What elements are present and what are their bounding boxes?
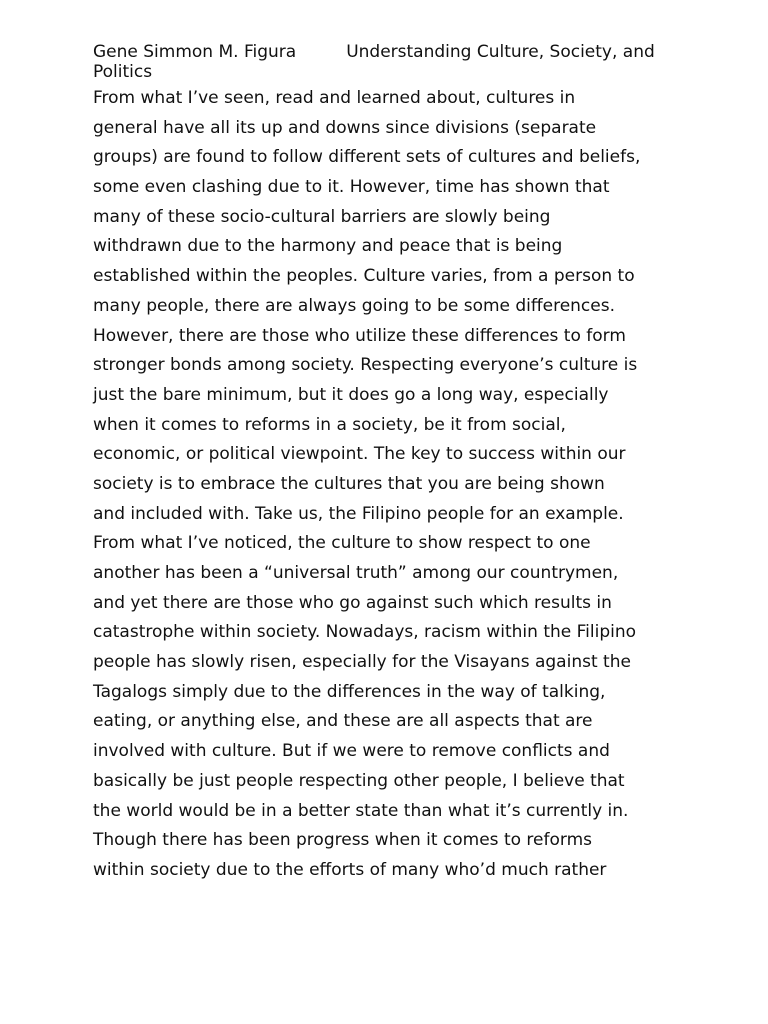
essay-line: Tagalogs simply due to the differences in the way of talking, <box>93 681 606 702</box>
essay-line: and yet there are those who go against such which results in <box>93 592 612 613</box>
page-header <box>93 42 703 82</box>
essay-line: groups) are found to follow different sets of cultures and beliefs, <box>93 147 641 168</box>
essay-line: catastrophe within society. Nowadays, racism within the Filipino <box>93 622 637 643</box>
essay-line: established within the peoples. Culture varies, from a person to <box>93 266 635 287</box>
essay-line: just the bare minimum, but it does go a long way, especially <box>93 384 609 405</box>
essay-line: However, there are those who utilize these differences to form <box>93 325 626 346</box>
essay-body <box>93 84 693 886</box>
essay-line: involved with culture. But if we were to remove conflicts and <box>93 741 610 762</box>
essay-line: people has slowly risen, especially for the Visayans against the <box>93 652 631 673</box>
essay-line: when it comes to reforms in a society, be it from social, <box>93 414 566 435</box>
author-name: Gene Simmon M. Figura <box>93 42 297 62</box>
essay-line: the world would be in a better state than what it’s currently in. <box>93 800 629 821</box>
essay-line: and included with. Take us, the Filipino people for an example. <box>93 503 624 524</box>
course-title-line-2: Politics <box>93 62 153 82</box>
essay-line: society is to embrace the cultures that you are being shown <box>93 473 605 494</box>
essay-line: From what I’ve seen, read and learned about, cultures in <box>93 88 576 108</box>
essay-line: within society due to the efforts of many who’d much rather <box>93 859 607 880</box>
essay-line: basically be just people respecting other people, I believe that <box>93 770 625 791</box>
essay-line: economic, or political viewpoint. The key to success within our <box>93 444 626 465</box>
essay-line: From what I’ve noticed, the culture to show respect to one <box>93 533 591 554</box>
essay-line: many of these socio-cultural barriers are slowly being <box>93 206 551 227</box>
essay-line: eating, or anything else, and these are all aspects that are <box>93 711 593 732</box>
essay-line: withdrawn due to the harmony and peace that is being <box>93 236 563 257</box>
course-title-line-1: Understanding Culture, Society, and <box>346 42 655 62</box>
essay-line: many people, there are always going to be some differences. <box>93 295 615 316</box>
essay-line: general have all its up and downs since divisions (separate <box>93 117 597 138</box>
essay-line: stronger bonds among society. Respecting everyone’s culture is <box>93 355 638 376</box>
essay-line: some even clashing due to it. However, time has shown that <box>93 177 610 198</box>
essay-line: another has been a “universal truth” among our countrymen, <box>93 563 619 583</box>
essay-line: Though there has been progress when it comes to reforms <box>93 830 592 851</box>
